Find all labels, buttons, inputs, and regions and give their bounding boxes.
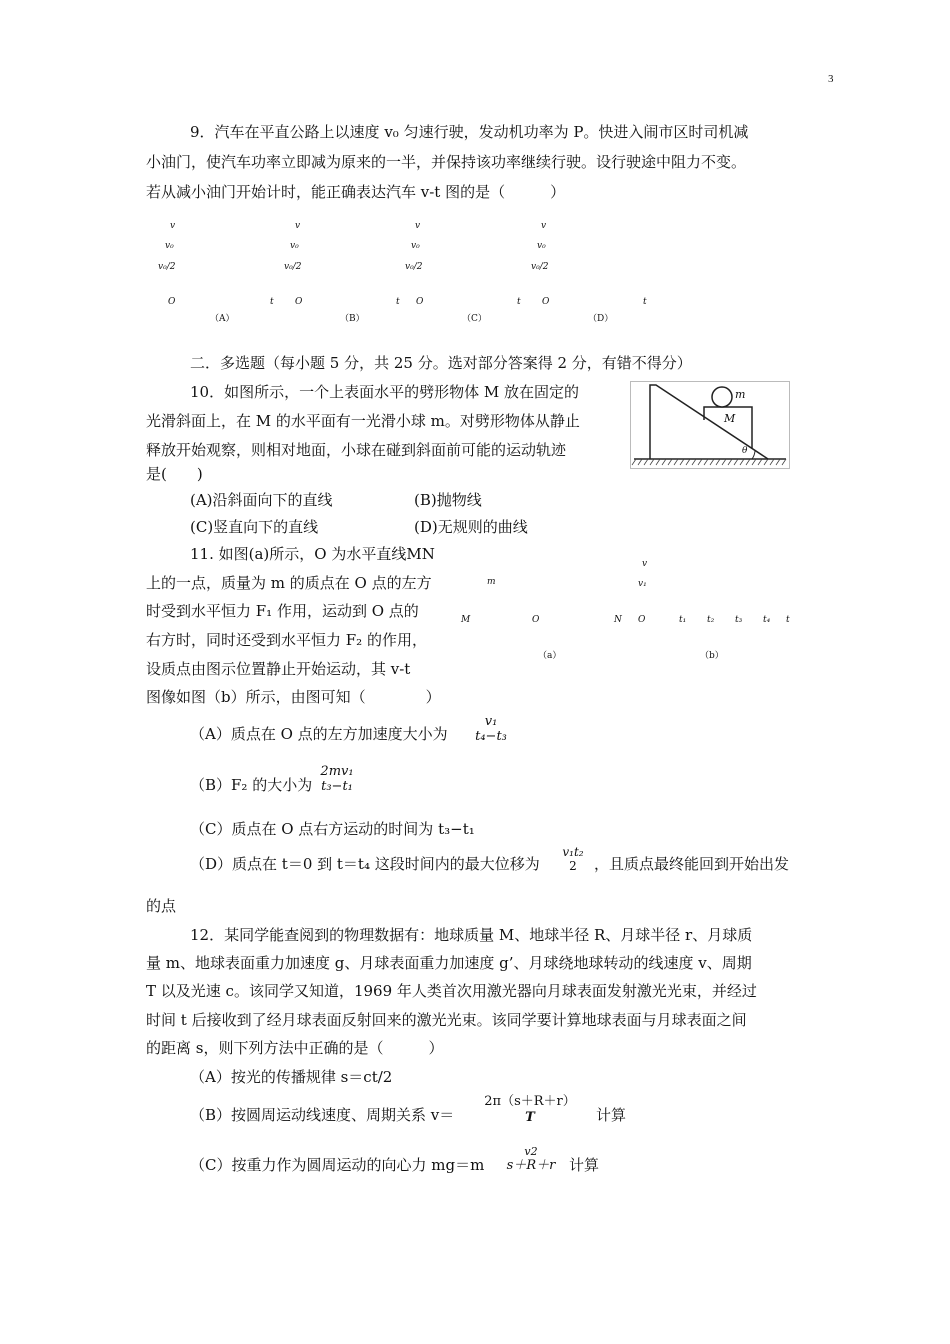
q12-option-b-numerator: 2π（s＋R＋r） [484, 1094, 576, 1109]
q12-option-b-fraction [480, 1094, 580, 1126]
q9-line2: 小油门，使汽车功率立即减为原来的一半，并保持该功率继续行驶。设行驶途中阻力不变。 [146, 153, 747, 171]
q12-option-b [190, 1108, 454, 1123]
q11-option-a-numerator: v₁ [484, 714, 498, 729]
graph-d-caption: （D） [588, 314, 614, 324]
graph-b-t-label: t [396, 297, 400, 307]
graph-c-t-label: t [517, 297, 521, 307]
q10-option-b: (B)抛物线 [414, 491, 482, 509]
q11-option-b [190, 778, 312, 793]
q10-option-a: (A)沿斜面向下的直线 [190, 491, 333, 509]
graph-b-v0half-label: v₀/2 [284, 262, 302, 272]
q11-option-d-numerator: v₁t₂ [562, 845, 584, 859]
q11-option-b-numerator: 2mv₁ [320, 764, 354, 779]
graph-c-v0half-label: v₀/2 [405, 262, 423, 272]
graph-b-v0-label: v₀ [290, 241, 299, 251]
graph-c-origin: O [416, 297, 424, 307]
page-number: 3 [828, 73, 834, 85]
q11-option-b-denominator: t₃−t₁ [321, 779, 353, 794]
q10-line1: 10．如图所示，一个上表面水平的劈形物体 M 放在固定的 [190, 383, 579, 401]
q11-option-a-denominator: t₄−t₃ [475, 729, 507, 744]
q9-line1: 9．汽车在平直公路上以速度 v₀ 匀速行驶，发动机功率为 P。快进入闹市区时司机减 [190, 123, 749, 141]
q9-line3: 若从减小油门开始计时，能正确表达汽车 v-t 图的是（ ） [146, 183, 566, 201]
q10-figure [630, 381, 790, 469]
graph-a-t-label: t [270, 297, 274, 307]
q12-line2: 量 m、地球表面重力加速度 g、月球表面重力加速度 g’、月球绕地球转动的线速度 v、周期 [146, 954, 752, 972]
q11-line2: 上的一点，质量为 m 的质点在 O 点的左方 [146, 574, 432, 592]
q12-option-b-tail: 计算 [596, 1106, 627, 1124]
graph-a-v0-label: v₀ [165, 241, 174, 251]
fig-b-t3-label: t₃ [735, 615, 743, 625]
q11-line5: 设质点由图示位置静止开始运动，其 v-t [146, 660, 411, 678]
q11-option-a-text: （A）质点在 O 点的左方加速度大小为 [190, 725, 448, 743]
graph-d-origin: O [542, 297, 550, 307]
q12-option-c-fraction [498, 1145, 564, 1173]
fig-b-caption: （b） [700, 651, 724, 661]
section2-heading: 二．多选题（每小题 5 分，共 25 分。选对部分答案得 2 分，有错不得分） [190, 354, 692, 372]
graph-b-v-label: v [295, 221, 301, 231]
graph-c-caption: （C） [462, 314, 487, 324]
q12-option-c-denominator: s＋R＋r [506, 1158, 556, 1173]
q11-option-d-text3: 的点 [146, 897, 177, 915]
graph-a-v0half-label: v₀/2 [158, 262, 176, 272]
q12-line3: T 以及光速 c。该同学又知道，1969 年人类首次用激光器向月球表面发射激光光束，并经过 [146, 982, 757, 1000]
fig-a-N-label: N [614, 615, 622, 625]
graph-b-caption: （B） [340, 314, 365, 324]
q11-line6: 图像如图（b）所示，由图可知（ ） [146, 688, 441, 706]
q10-line3: 释放开始观察，则相对地面，小球在碰到斜面前可能的运动轨迹 [146, 441, 567, 459]
graph-b-origin: O [295, 297, 303, 307]
q12-line1: 12．某同学能查阅到的物理数据有：地球质量 M、地球半径 R、月球半径 r、月球质 [190, 926, 753, 944]
q11-option-d-text2: ，且质点最终能回到开始出发 [594, 855, 790, 873]
graph-a-origin: O [168, 297, 176, 307]
q11-line4: 右方时，同时还受到水平恒力 F₂ 的作用， [146, 631, 427, 649]
q10-fig-theta-label: θ [742, 446, 748, 456]
fig-a-M-label: M [461, 615, 471, 625]
q12-option-c-numerator: v2 [524, 1145, 538, 1158]
q11-option-d-fraction [558, 845, 588, 873]
graph-a-caption: （A） [210, 314, 235, 324]
q10-line2: 光滑斜面上，在 M 的水平面有一光滑小球 m。对劈形物体从静止 [146, 412, 580, 430]
q11-option-d-denominator: 2 [569, 859, 577, 873]
q11-option-d-text1: （D）质点在 t＝0 到 t＝t₄ 这段时间内的最大位移为 [190, 855, 540, 873]
fig-b-t4-label: t₄ [763, 615, 771, 625]
fig-b-v-label: v [642, 559, 648, 569]
q12-line4: 时间 t 后接收到了经月球表面反射回来的激光光束。该同学要计算地球表面与月球表面之间 [146, 1011, 747, 1029]
q12-option-b-denominator: T [525, 1110, 535, 1125]
q12-option-c-tail: 计算 [569, 1156, 600, 1174]
q12-option-c [190, 1158, 484, 1173]
graph-d-v-label: v [541, 221, 547, 231]
q11-line3: 时受到水平恒力 F₁ 作用，运动到 O 点的 [146, 602, 419, 620]
q10-option-c: (C)竖直向下的直线 [190, 518, 319, 536]
q10-line4: 是( ) [146, 465, 203, 483]
graph-c-v0-label: v₀ [411, 241, 420, 251]
graph-d-t-label: t [643, 297, 647, 307]
q10-fig-m-label: m [735, 388, 746, 401]
q11-line1: 11. 如图(a)所示，O 为水平直线MN [190, 545, 435, 563]
fig-b-t1-label: t₁ [679, 615, 687, 625]
fig-b-t2-label: t₂ [707, 615, 715, 625]
q12-line5: 的距离 s，则下列方法中正确的是（ ） [146, 1039, 444, 1057]
q10-option-d: (D)无规则的曲线 [414, 518, 528, 536]
fig-a-O-label: O [532, 615, 540, 625]
q11-option-b-fraction [316, 764, 358, 794]
fig-b-v1-label: v₁ [638, 579, 647, 589]
fig-a-caption: （a） [538, 651, 562, 661]
q12-option-c-text: （C）按重力作为圆周运动的向心力 mg＝m [190, 1156, 485, 1174]
graph-d-v0-label: v₀ [537, 241, 546, 251]
fig-a-m-label: m [487, 577, 496, 587]
fig-b-t-label: t [786, 615, 790, 625]
q11-option-b-text: （B）F₂ 的大小为 [190, 776, 313, 794]
q11-option-a [190, 727, 448, 742]
fig-b-O-label: O [638, 615, 646, 625]
q11-option-c: （C）质点在 O 点右方运动的时间为 t₃−t₁ [190, 820, 475, 838]
q11-option-a-fraction [471, 714, 511, 744]
q12-option-b-text: （B）按圆周运动线速度、周期关系 v＝ [190, 1106, 455, 1124]
graph-a-v-label: v [170, 221, 176, 231]
graph-d-v0half-label: v₀/2 [531, 262, 549, 272]
q12-option-a: （A）按光的传播规律 s＝ct/2 [190, 1068, 393, 1086]
q11-option-d [190, 857, 540, 872]
q10-fig-M-label: M [724, 412, 736, 425]
graph-c-v-label: v [415, 221, 421, 231]
wedge-incline-diagram [630, 381, 790, 469]
